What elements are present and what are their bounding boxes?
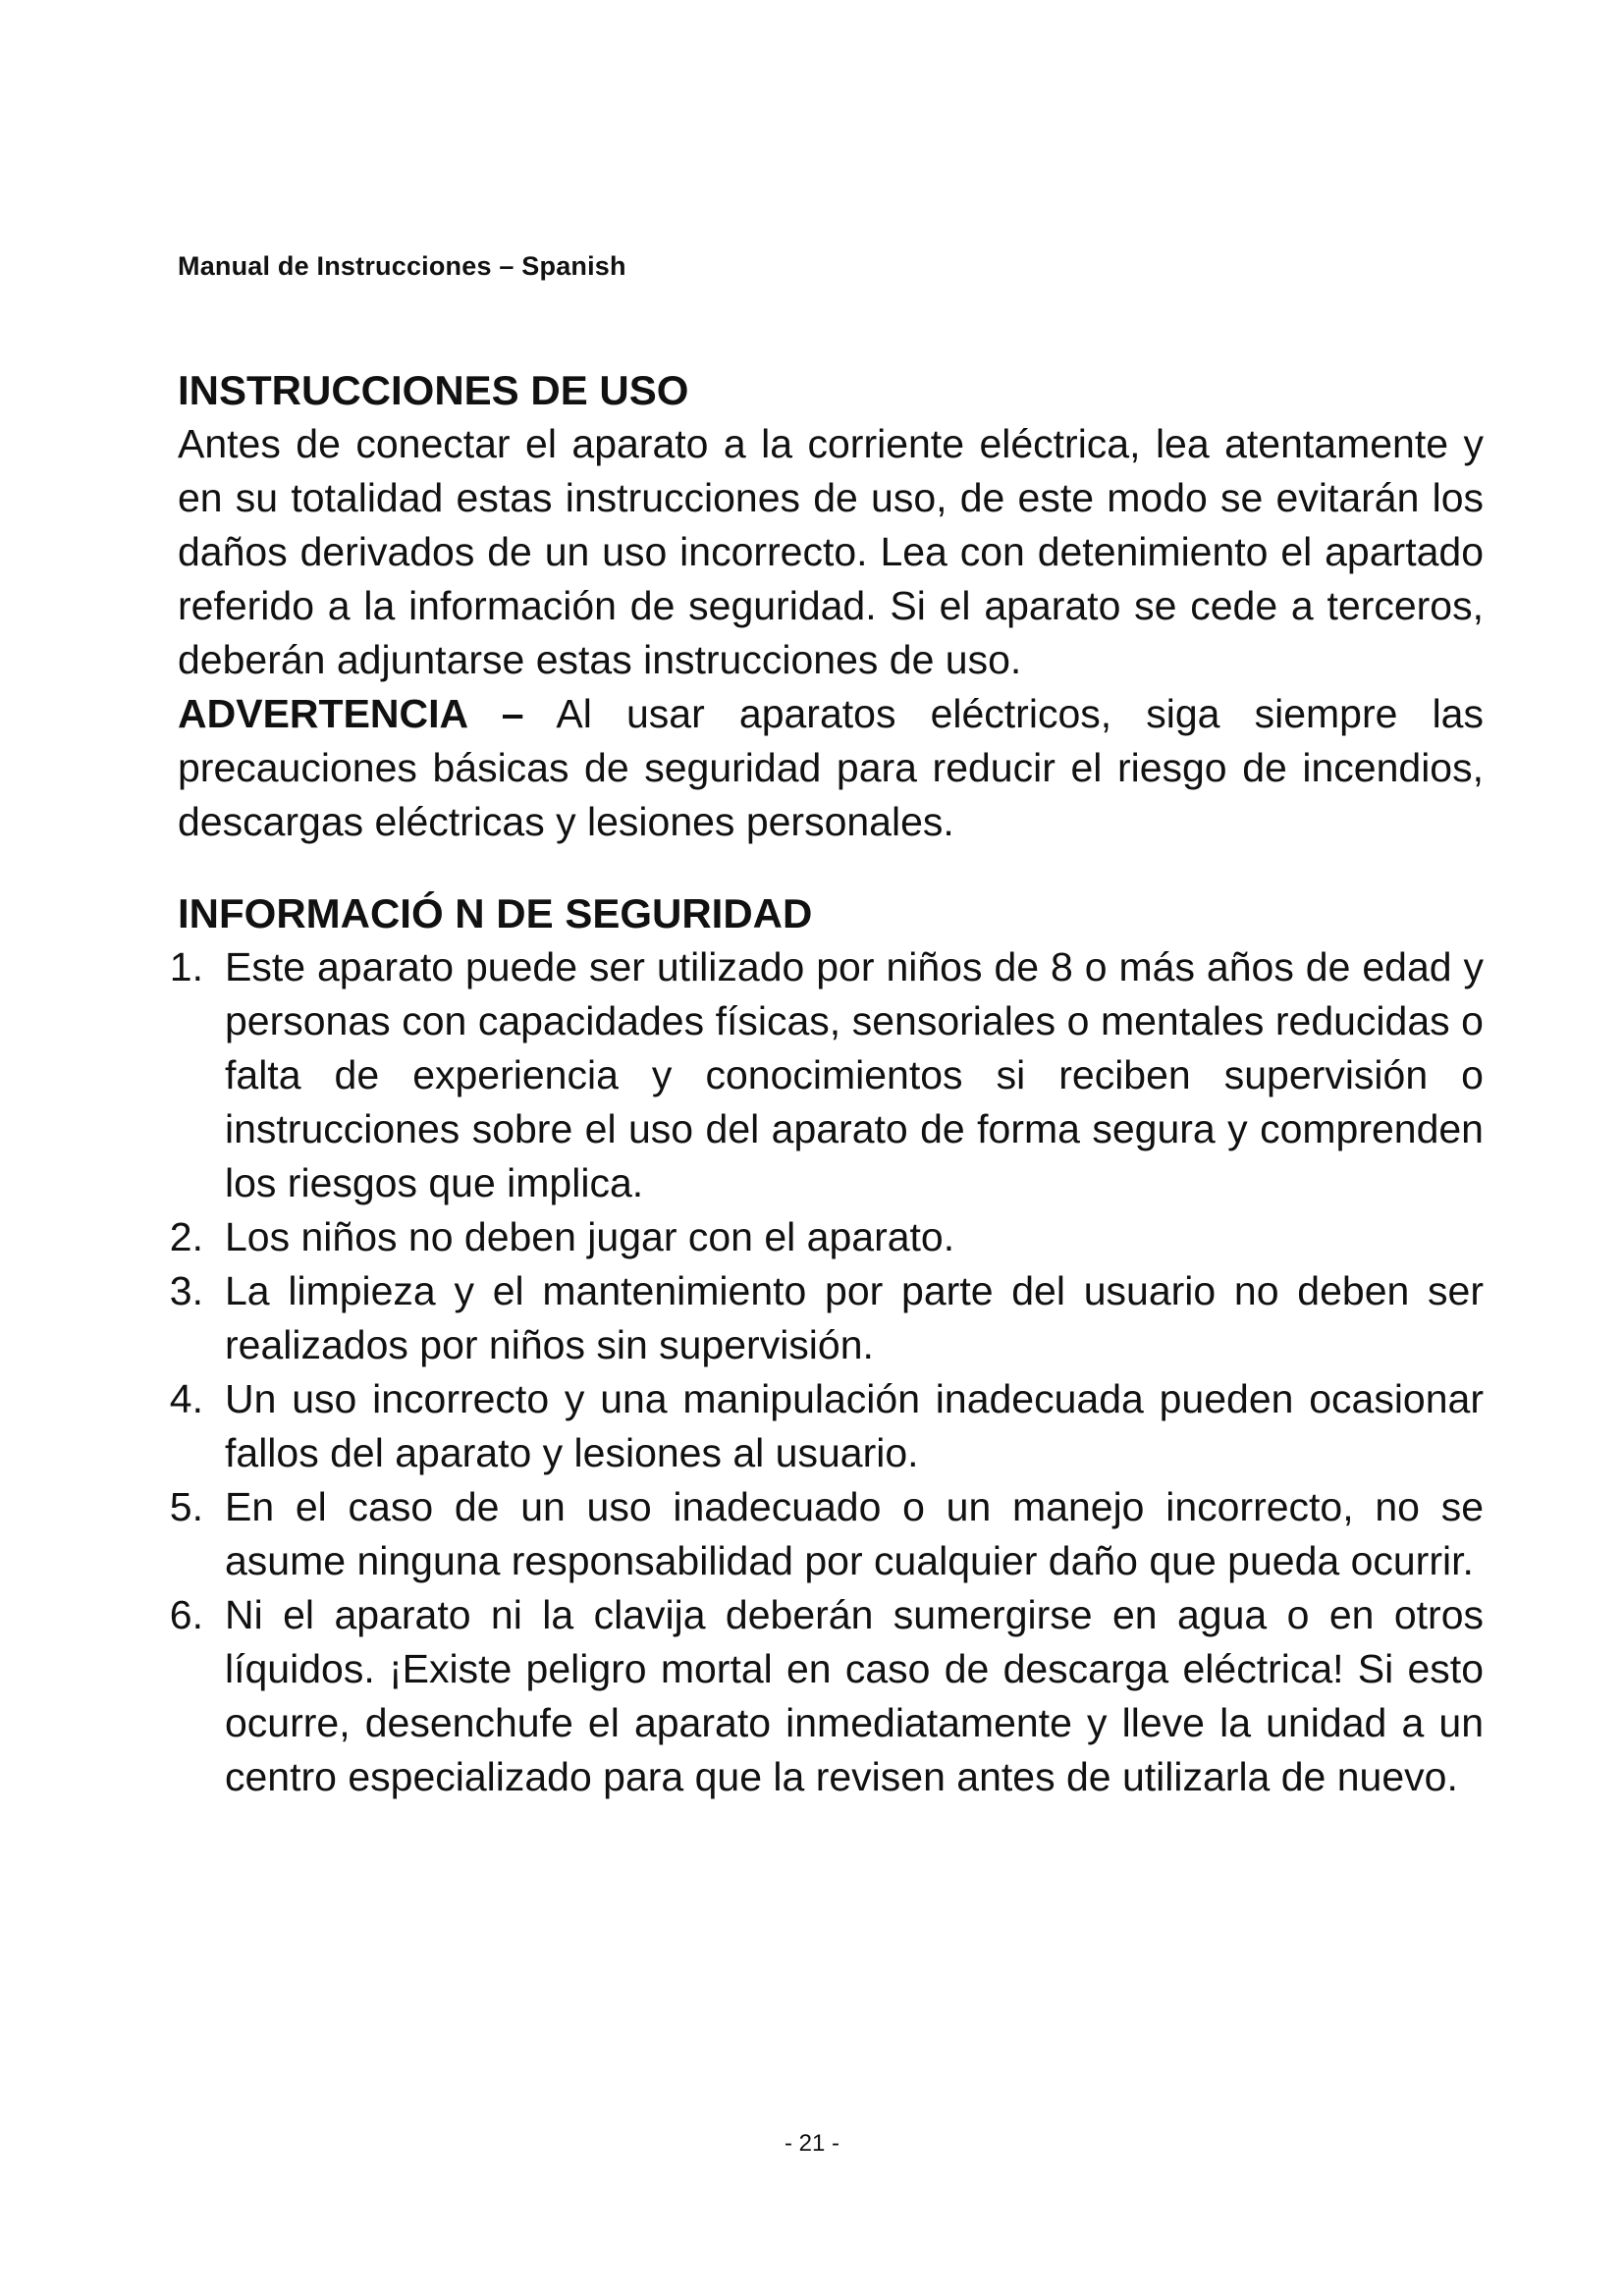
list-item	[169, 1372, 1484, 1480]
list-item	[169, 1480, 1484, 1588]
list-item	[169, 1588, 1484, 1804]
list-item-text: Un uso incorrecto y una manipulación inadecuada pueden ocasionar fallos del aparato y lesiones al usuario.	[225, 1376, 1484, 1475]
section-spacer	[178, 849, 1484, 886]
list-item-text: La limpieza y el mantenimiento por parte del usuario no deben ser realizados por niños sin supervisión.	[225, 1268, 1484, 1367]
list-item-number: 3.	[169, 1268, 203, 1313]
list-item-text: En el caso de un uso inadecuado o un manejo incorrecto, no se asume ninguna responsabilidad por cualquier daño que pueda ocurrir.	[225, 1484, 1484, 1583]
warning-text: Al usar aparatos eléctricos, siga siempre las precauciones básicas de seguridad para reducir el riesgo de incendios, descargas eléctricas y lesiones personales.	[178, 691, 1484, 844]
list-item	[169, 940, 1484, 1210]
warning-label: ADVERTENCIA –	[178, 691, 524, 736]
list-item-number: 6.	[169, 1592, 203, 1637]
list-item-number: 1.	[169, 944, 203, 989]
list-item-number: 5.	[169, 1484, 203, 1529]
list-item-number: 2.	[169, 1214, 203, 1259]
document-header: Manual de Instrucciones – Spanish	[178, 251, 626, 281]
safety-list	[169, 940, 1484, 1804]
list-item	[169, 1210, 1484, 1264]
usage-instructions-body: Antes de conectar el aparato a la corriente eléctrica, lea atentamente y en su totalidad estas instrucciones de uso, de este modo se evitarán los daños derivados de un uso incorrecto. Lea con detenimiento el apartado referido a la información de seguridad. Si el aparato se cede a terceros, deberán adjuntarse estas instrucciones de uso.	[178, 421, 1484, 682]
safety-information-heading: INFORMACIÓ N DE SEGURIDAD	[178, 890, 813, 936]
page-content	[169, 363, 1484, 1804]
list-item-number: 4.	[169, 1376, 203, 1421]
warning-paragraph	[178, 687, 1484, 849]
list-item	[169, 1264, 1484, 1372]
list-item-text: Los niños no deben jugar con el aparato.	[225, 1214, 955, 1259]
page-number: - 21 -	[784, 2130, 839, 2157]
list-item-text: Este aparato puede ser utilizado por niños de 8 o más años de edad y personas con capacidades físicas, sensoriales o mentales reducidas o falta de experiencia y conocimientos si reciben supervisión o instrucciones sobre el uso del aparato de forma segura y comprenden los riesgos que implica.	[225, 944, 1484, 1205]
list-item-text: Ni el aparato ni la clavija deberán sumergirse en agua o en otros líquidos. ¡Existe peligro mortal en caso de descarga eléctrica! Si esto ocurre, desenchufe el aparato inmediatamente y lleve la unidad a un centro especializado para que la revisen antes de utilizarla de nuevo.	[225, 1592, 1484, 1799]
usage-instructions-heading: INSTRUCCIONES DE USO	[178, 367, 689, 413]
